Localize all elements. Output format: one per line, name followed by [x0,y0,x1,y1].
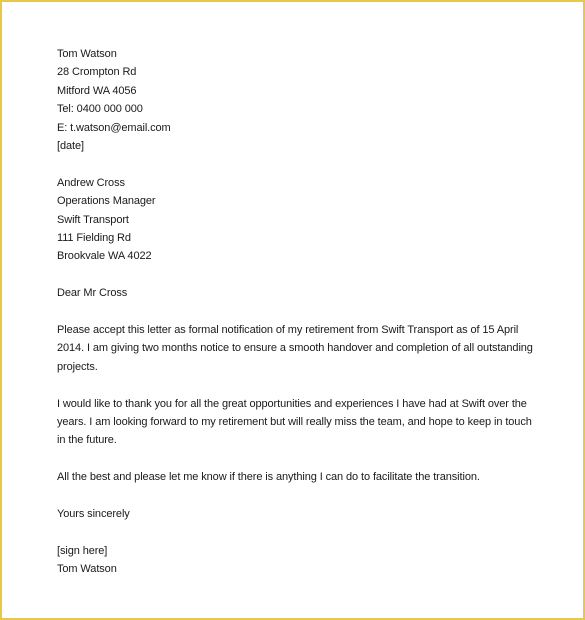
paragraph-line: 2014. I am giving two months notice to ensure a smooth handover and completion of all outstanding [57,342,533,355]
sender-email: E: t.watson@email.com [57,121,171,134]
sender-phone: Tel: 0400 000 000 [57,103,143,116]
recipient-address-line1: 111 Fielding Rd [57,232,131,245]
sender-block [57,45,547,155]
recipient-address-line2: Brookvale WA 4022 [57,250,152,263]
paragraph-line: in the future. [57,434,117,447]
paragraph-line: projects. [57,360,98,373]
salutation: Dear Mr Cross [57,287,128,300]
spacer [57,266,547,284]
letter-body [57,45,547,579]
body-paragraph-3: All the best and please let me know if there is anything I can do to facilitate the transition. [57,471,480,484]
spacer [57,487,547,505]
letter-date: [date] [57,140,84,153]
paragraph-line: Please accept this letter as formal notification of my retirement from Swift Transport as of 15 April [57,324,519,337]
recipient-company: Swift Transport [57,213,129,226]
signature-placeholder: [sign here] [57,544,108,557]
sender-name: Tom Watson [57,48,117,60]
recipient-title: Operations Manager [57,195,156,208]
spacer [57,376,547,394]
spacer [57,155,547,173]
recipient-name: Andrew Cross [57,176,125,189]
body-paragraph-1 [57,321,547,376]
spacer [57,450,547,468]
paragraph-line: I would like to thank you for all the great opportunities and experiences I have had at Swift over the [57,397,527,410]
paragraph-line: years. I am looking forward to my retirement but will really miss the team, and hope to keep in touch [57,416,532,429]
closing: Yours sincerely [57,508,130,521]
sender-address-line1: 28 Crompton Rd [57,66,137,79]
recipient-block [57,174,547,266]
spacer [57,523,547,541]
sender-address-line2: Mitford WA 4056 [57,84,137,97]
spacer [57,303,547,321]
signature-name: Tom Watson [57,563,117,576]
body-paragraph-2 [57,395,547,450]
